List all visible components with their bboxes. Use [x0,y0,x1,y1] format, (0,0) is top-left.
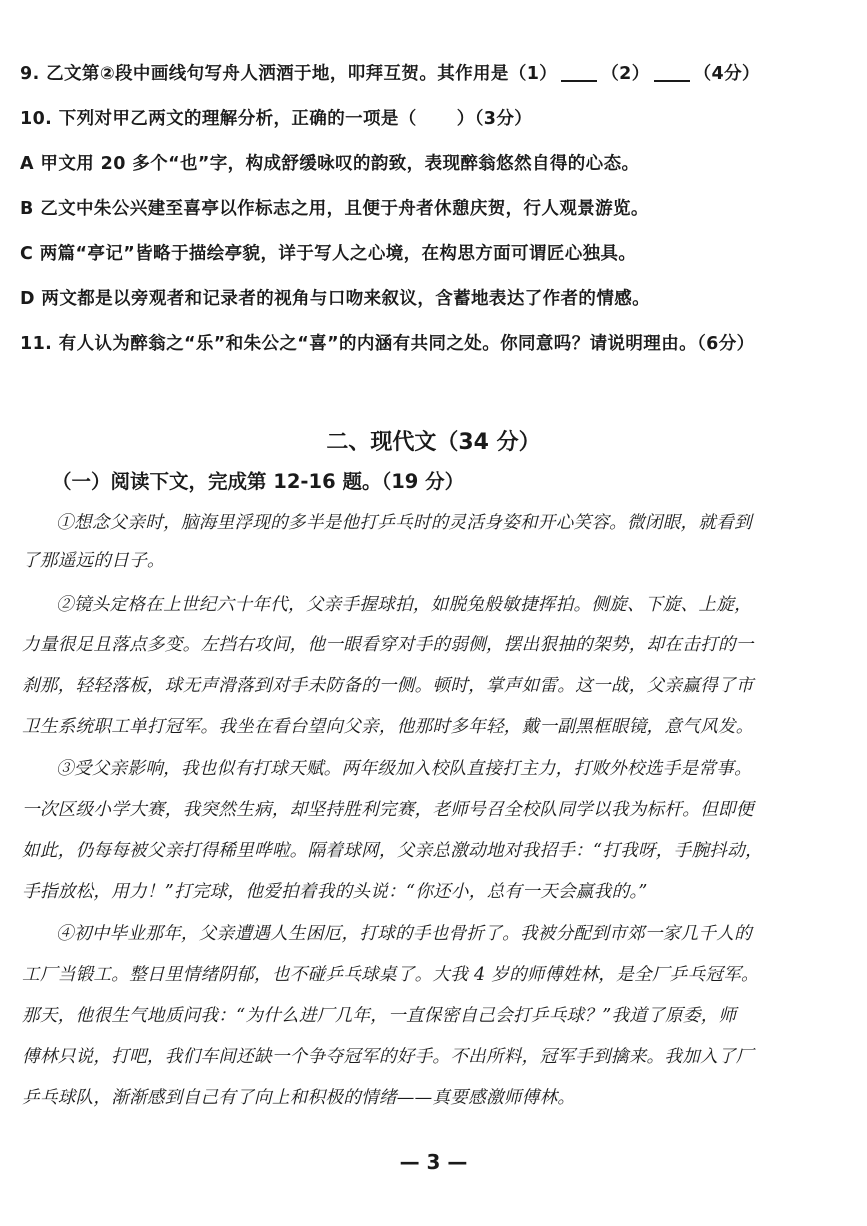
passage-line: 那天，他很生气地质问我：“为什么进厂几年，一直保密自己会打乒乓球？”我道了原委，师 [22,1006,737,1026]
passage-line: 一次区级小学大赛，我突然生病，却坚持胜利完赛，老师号召全校队同学以我为标杆。但即便 [22,800,754,820]
passage-line: 手指放松，用力！”打完球，他爱拍着我的头说：“你还小，总有一天会赢我的。” [22,882,648,902]
passage-line: ③受父亲影响，我也似有打球天赋。两年级加入校队直接打主力，打败外校选手是常事。 [56,759,752,779]
answer-blank-2[interactable] [654,62,690,82]
question-10 [0,106,867,132]
passage-line: ④初中毕业那年，父亲遭遇人生困厄，打球的手也骨折了。我被分配到市郊一家几千人的 [56,924,752,944]
passage-line: 卫生系统职工单打冠军。我坐在看台望向父亲，他那时多年轻，戴一副黑框眼镜，意气风发。 [22,717,754,737]
option-a: A 甲文用 20 多个“也”字，构成舒缓咏叹的韵致，表现醉翁悠然自得的心态。 [20,154,640,174]
question-11: 11. 有人认为醉翁之“乐”和朱公之“喜”的内涵有共同之处。你同意吗？请说明理由。（6分） [20,334,755,354]
option-c: C 两篇“亭记”皆略于描绘亭貌，详于写人之心境，在构思方面可谓匠心独具。 [20,244,637,264]
question-10-text: 10. 下列对甲乙两文的理解分析，正确的一项是（ [20,109,417,129]
question-10-score: ）（3分） [456,109,533,129]
passage-line: 乒乓球队，渐渐感到自己有了向上和积极的情绪——真要感激师傅林。 [22,1088,576,1108]
passage-line: 傅林只说，打吧，我们车间还缺一个争夺冠军的好手。不出所料，冠军手到擒来。我加入了厂 [22,1047,754,1067]
passage-line: 了那遥远的日子。 [22,551,165,571]
section-title: 二、现代文（34 分） [326,430,541,455]
option-d: D 两文都是以旁观者和记录者的视角与口吻来叙议，含蓄地表达了作者的情感。 [20,289,651,309]
passage-line: ①想念父亲时，脑海里浮现的多半是他打乒乓时的灵活身姿和开心笑容。微闭眼，就看到 [56,513,752,533]
answer-blank-1[interactable] [561,62,597,82]
passage-line: 刹那，轻轻落板，球无声滑落到对手未防备的一侧。顿时，掌声如雷。这一战，父亲赢得了市 [22,676,754,696]
question-9-text: 9. 乙文第②段中画线句写舟人洒酒于地，叩拜互贺。其作用是（1） [20,64,558,84]
question-9-score: （4分） [693,64,760,84]
passage-line: ②镜头定格在上世纪六十年代，父亲手握球拍，如脱兔般敏捷挥拍。侧旋、下旋、上旋， [56,595,752,615]
reading-instructions: （一）阅读下文，完成第 12-16 题。（19 分） [52,470,465,493]
question-9 [0,61,867,87]
page-number: — 3 — [399,1150,468,1174]
question-9-mid: （2） [601,64,650,84]
option-b: B 乙文中朱公兴建至喜亭以作标志之用，且便于舟者休憩庆贺，行人观景游览。 [20,199,649,219]
passage-line: 如此，仍每每被父亲打得稀里哗啦。隔着球网，父亲总激动地对我招手：“打我呀，手腕抖动， [22,841,763,861]
passage-line: 工厂当锻工。整日里情绪阴郁，也不碰乒乓球桌了。大我 4 岁的师傅姓林，是全厂乒乓冠军。 [22,965,759,985]
passage-line: 力量很足且落点多变。左挡右攻间，他一眼看穿对手的弱侧，摆出狠抽的架势，却在击打的一 [22,635,754,655]
